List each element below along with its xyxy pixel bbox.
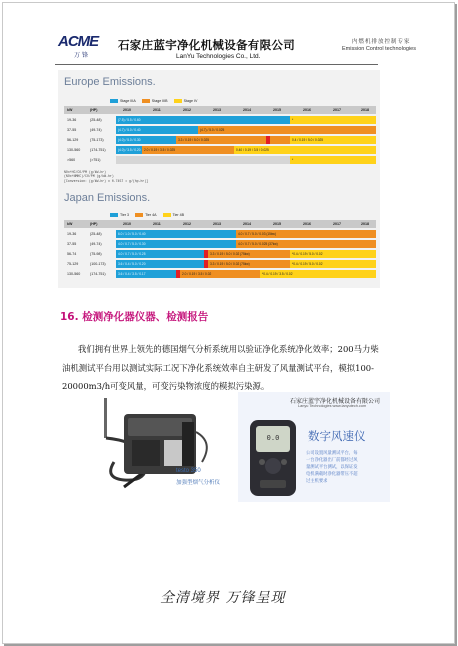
- bar-tier4a: 4.0 / 0.7 / 5.0 / 0.03 (15kw): [236, 230, 376, 238]
- bar-stage-iiia: (4.7) / 5.0 / 0.40: [116, 126, 198, 134]
- bar-stage-iiib: 2.0 / 0.19 / 3.5 / 0.025: [142, 146, 234, 154]
- row-hp: (49-74): [90, 242, 102, 246]
- europe-rows: [64, 116, 376, 166]
- row-hp: (25-48): [90, 118, 102, 122]
- bar-stage-iiia: (4.0) / 5.0 / 0.30: [116, 136, 176, 144]
- bar-stage-iv: *: [290, 156, 376, 164]
- row-hp: (25-48): [90, 232, 102, 236]
- bar-tier3: 3.6 / 0.4 / 3.5 / 0.17: [116, 270, 176, 278]
- row-hp: (>751): [90, 158, 101, 162]
- bar-stage-iv: *: [290, 116, 376, 124]
- bar-tier4b: *0.4 / 0.19 / 5.0 / 0.02: [290, 250, 376, 258]
- legend-item: Stage IIIB: [142, 99, 168, 103]
- col-hp: (HP): [90, 108, 98, 112]
- tagline-en: Emission Control technologies: [342, 46, 416, 52]
- bar-tier3: 3.6 / 0.4 / 5.0 / 0.20: [116, 260, 204, 268]
- panel-company-cn: 石家庄蓝宇净化机械设备有限公司: [290, 398, 381, 405]
- year-label: 2014: [243, 108, 251, 112]
- panel-description: [306, 450, 386, 485]
- year-label: 2013: [213, 222, 221, 226]
- desc-line: 公司设置风量测试平台，每: [306, 451, 358, 456]
- japan-legend: [110, 213, 184, 217]
- japan-year-header: [64, 220, 376, 228]
- note-line: NOx+HC/CO/PM (g/kW-hr): [64, 170, 107, 174]
- note-line: [Conversion: (g/kW-hr) x 0.7457 = g/(hp-hr)]: [64, 178, 149, 183]
- row-hp: (100-173): [90, 262, 106, 266]
- year-label: 2018: [361, 222, 369, 226]
- bar-stage-iiib: (4.7) / 5.0 / 0.025: [198, 126, 376, 134]
- row-hp: (75-98): [90, 252, 102, 256]
- bar-stage-iiib: 3.3 / 0.19 / 5.0 / 0.025: [176, 136, 266, 144]
- company-logo: [58, 35, 106, 61]
- year-label: 2015: [273, 108, 281, 112]
- bar-stage-iiib-ext: [270, 136, 290, 144]
- svg-text:0.0: 0.0: [266, 434, 280, 442]
- bar-tier4a: 3.3 / 0.19 / 5.0 / 0.02 (75kw): [208, 260, 290, 268]
- year-label: 2016: [303, 108, 311, 112]
- note-line: (NOx+NMHC)/CO/PM (g/kW-hr): [64, 174, 114, 179]
- legend-item: Tier 3: [110, 213, 129, 217]
- year-label: 2016: [303, 222, 311, 226]
- desc-line: 电机满载时净化器带压不超: [306, 472, 358, 477]
- analyzer-brand: testo 350: [176, 468, 201, 474]
- section-heading: 16. 检测净化器仪器、检测报告: [60, 311, 209, 323]
- bar-tier4a: 4.0 / 0.7 / 5.0 / 0.025 (37kw): [236, 240, 376, 248]
- row-hp: (174-751): [90, 272, 106, 276]
- year-label: 2011: [153, 108, 161, 112]
- year-label: 2017: [333, 222, 341, 226]
- analyzer-illustration: [84, 392, 234, 506]
- section-paragraph: [62, 340, 382, 396]
- panel-title: 数字风速仪: [308, 429, 366, 443]
- year-label: 2013: [213, 108, 221, 112]
- year-label: 2010: [123, 222, 131, 226]
- row-kw: 37-55: [67, 128, 77, 132]
- logo-subtext: 万锋: [73, 52, 90, 59]
- logo-text: ACME: [58, 33, 99, 50]
- col-hp: (HP): [90, 222, 98, 226]
- anemometer-device-icon: [248, 418, 298, 498]
- europe-notes: [64, 170, 148, 183]
- panel-company-en: Lanyu Technologies www.lanyutech.com: [298, 404, 367, 408]
- gas-analyzer-photo: [84, 392, 234, 506]
- bar-no-standard: [116, 156, 290, 164]
- bar-stage-iv: 0.40 / 0.19 / 3.5 / 0.025: [234, 146, 376, 154]
- row-kw: 37-55: [67, 242, 77, 246]
- europe-year-header: [64, 106, 376, 114]
- bar-tier3: 4.0 / 0.7 / 5.0 / 0.30: [116, 240, 236, 248]
- year-label: 2014: [243, 222, 251, 226]
- tagline-cn: 内燃机排放控制专家: [352, 39, 411, 45]
- row-kw: 56-129: [67, 138, 79, 142]
- desc-line: 过主机要求: [306, 479, 328, 484]
- company-name-cn: 石家庄蓝宇净化机械设备有限公司: [118, 38, 295, 52]
- legend-item: Tier 4B: [163, 213, 184, 217]
- bar-tier3: 6.0 / 1.0 / 5.0 / 0.40: [116, 230, 236, 238]
- desc-line: 一台净化器出厂前都经过风: [306, 458, 358, 463]
- europe-legend: [110, 99, 197, 103]
- paragraph-text: 我们拥有世界上领先的德国烟气分析系统用以验证净化系统净化效率；200马力柴油机测试平台用以测试实际工况下净化系统效率自主研发了风量测试平台，模拟100-20000m3/h可变风量，可变污染物浓度的模拟污染源。: [62, 344, 379, 392]
- row-kw: 19-36: [67, 118, 77, 122]
- japan-rows: [64, 230, 376, 284]
- bar-tier4a: 2.0 / 0.19 / 3.5 / 0.02: [180, 270, 260, 278]
- row-kw: >560: [67, 158, 76, 162]
- bar-tier4b: *0.4 / 0.19 / 5.0 / 0.02: [290, 260, 376, 268]
- row-hp: (75-173): [90, 138, 104, 142]
- year-label: 2015: [273, 222, 281, 226]
- bar-stage-iv: 0.4 / 0.19 / 5.0 / 0.025: [290, 136, 376, 144]
- europe-title: Europe Emissions.: [64, 76, 156, 88]
- header-divider: [55, 64, 378, 65]
- legend-item: Stage IV: [174, 99, 198, 103]
- year-label: 2018: [361, 108, 369, 112]
- analyzer-caption: 加强型烟气分析仪: [176, 480, 221, 486]
- year-label: 2012: [183, 108, 191, 112]
- row-hp: (174-751): [90, 148, 106, 152]
- row-kw: 56-74: [67, 252, 77, 256]
- bar-tier4a: 3.3 / 0.19 / 5.0 / 0.02 (75kw): [208, 250, 290, 258]
- row-kw: 75-129: [67, 262, 79, 266]
- desc-line: 量测试平台测试，以保证发: [306, 465, 358, 470]
- bar-tier3: 4.0 / 0.7 / 5.0 / 0.25: [116, 250, 204, 258]
- row-hp: (49-74): [90, 128, 102, 132]
- anemometer-panel: [238, 392, 390, 502]
- japan-title: Japan Emissions.: [64, 192, 151, 204]
- year-label: 2010: [123, 108, 131, 112]
- bar-tier4b: *0.4 / 0.19 / 3.5 / 0.02: [260, 270, 376, 278]
- bar-stage-iiia: (4.0) / 3.5 / 0.20: [118, 148, 141, 152]
- year-label: 2017: [333, 108, 341, 112]
- bar-stage-iiia: (7.5) / 5.5 / 0.60: [116, 116, 290, 124]
- row-kw: 130-560: [67, 148, 81, 152]
- col-kw: kW: [67, 222, 73, 226]
- emissions-figure: [58, 70, 380, 288]
- legend-item: Stage IIIA: [110, 99, 136, 103]
- legend-item: Tier 4A: [135, 213, 156, 217]
- footer-slogan: 全清境界 万锋呈现: [160, 590, 286, 606]
- row-kw: 19-36: [67, 232, 77, 236]
- col-kw: kW: [67, 108, 73, 112]
- company-name-en: LanYu Technologies Co., Ltd.: [176, 53, 261, 60]
- year-label: 2011: [153, 222, 161, 226]
- year-label: 2012: [183, 222, 191, 226]
- row-kw: 130-560: [67, 272, 81, 276]
